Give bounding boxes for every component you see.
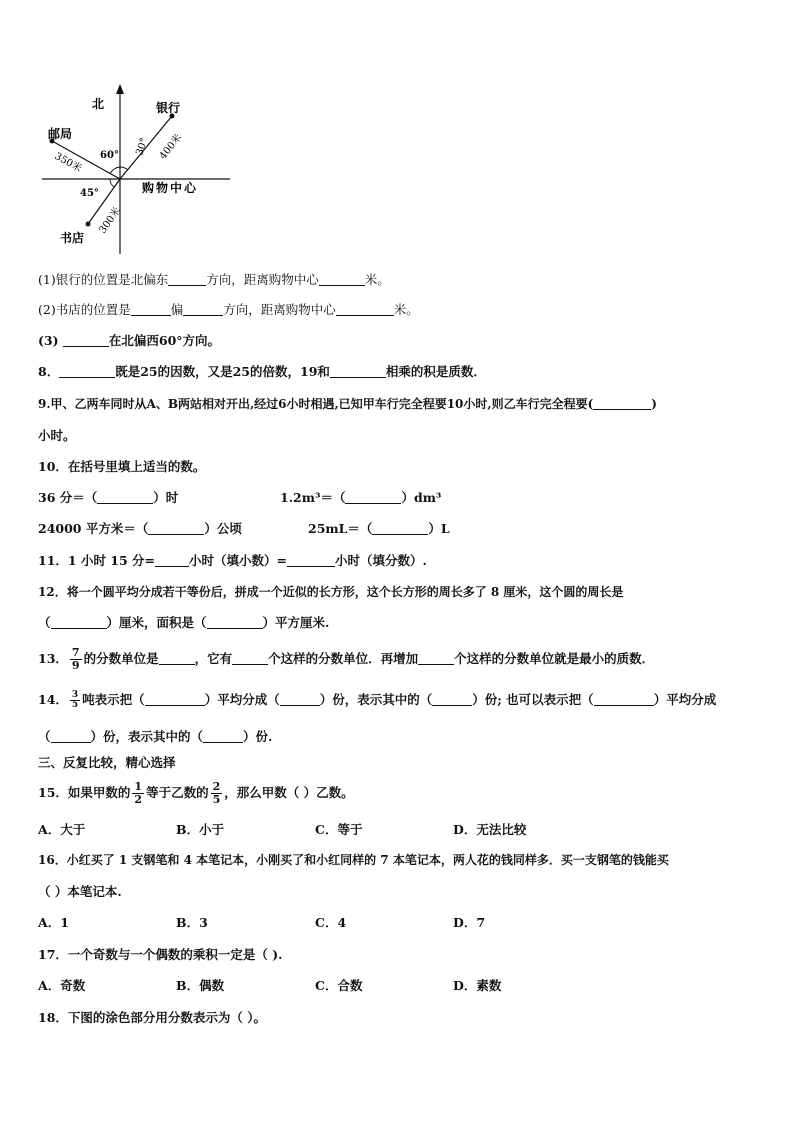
answer-blank[interactable] <box>51 616 107 629</box>
question-10-title: 10．在括号里填上适当的数。 <box>38 459 206 474</box>
answer-blank[interactable] <box>418 652 454 665</box>
answer-blank[interactable] <box>207 616 263 629</box>
bookstore-label: 书店 <box>60 231 85 245</box>
q15-option-a[interactable]: A．大于 <box>38 822 86 837</box>
question-14-cont: （ ）份，表示其中的（ ）份. <box>38 729 273 744</box>
q17-option-d[interactable]: D．素数 <box>453 978 502 993</box>
answer-blank[interactable] <box>372 522 428 535</box>
direction-diagram <box>38 84 238 254</box>
answer-blank[interactable] <box>287 554 335 567</box>
answer-blank[interactable] <box>168 273 206 286</box>
distance-400-label: 400米 <box>157 132 185 162</box>
q7-part1: (1)银行的位置是北偏东 方向，距离购物中心 米。 <box>38 272 390 287</box>
fraction-3-5: $\frac{3}{5}$ <box>71 690 79 710</box>
question-13: 13． $\frac{7}{9}$ 的分数单位是 ，它有 个这样的分数单位．再增加 个这样的分数单位就是最小的质数． <box>38 646 655 672</box>
q17-option-a[interactable]: A．奇数 <box>38 978 86 993</box>
fraction-1-2: $\frac{1}{2}$ <box>134 780 143 806</box>
mall-label: 购物中心 <box>142 181 199 195</box>
answer-blank[interactable] <box>131 303 171 316</box>
question-16: 16．小红买了 1 支钢笔和 4 本笔记本，小刚买了和小红同样的 7 本笔记本，两人花的钱同样多．买一支钢笔的钱能买 <box>38 853 669 867</box>
q16-option-d[interactable]: D．7 <box>453 915 486 930</box>
q16-option-c[interactable]: C．4 <box>315 915 347 930</box>
question-12: 12．将一个圆平均分成若干等份后，拼成一个近似的长方形，这个长方形的周长多了 8 厘米，这个圆的周长是 <box>38 585 624 599</box>
answer-blank[interactable] <box>97 491 153 504</box>
answer-blank[interactable] <box>148 522 204 535</box>
answer-blank[interactable] <box>330 365 386 378</box>
answer-blank[interactable] <box>280 693 320 706</box>
answer-blank[interactable] <box>594 693 654 706</box>
fraction-7-9: $\frac{7}{9}$ <box>71 646 80 672</box>
question-11: 11．1 小时 15 分= 小时（填小数）= 小时（填分数）. <box>38 553 427 568</box>
q16-option-b[interactable]: B．3 <box>176 915 208 930</box>
question-14: 14． $\frac{3}{5}$ 吨表示把（ ）平均分成（ ）份，表示其中的（ ）份; 也可以表示把（ ）平均分成 <box>38 690 717 710</box>
answer-blank[interactable] <box>159 652 195 665</box>
q17-option-c[interactable]: C．合数 <box>315 978 363 993</box>
question-10-row1a: 36 分＝（ ）时 <box>38 490 179 505</box>
answer-blank[interactable] <box>59 365 115 378</box>
angle-30-label: 30° <box>134 136 151 157</box>
answer-blank[interactable] <box>51 730 91 743</box>
q17-option-b[interactable]: B．偶数 <box>176 978 225 993</box>
question-9: 9.甲、乙两车同时从A、B两站相对开出,经过6小时相遇,已知甲车行完全程要10小时,则乙车行完全程要( ) <box>38 397 657 411</box>
distance-350-label: 350米 <box>52 151 84 175</box>
answer-blank[interactable] <box>593 397 651 410</box>
answer-blank[interactable] <box>432 693 472 706</box>
answer-blank[interactable] <box>232 652 268 665</box>
question-9-cont: 小时。 <box>38 428 76 443</box>
north-label: 北 <box>92 97 105 111</box>
post-office-label: 邮局 <box>48 127 73 141</box>
q15-option-b[interactable]: B．小于 <box>176 822 225 837</box>
question-12-cont: （ ）厘米，面积是（ ）平方厘米. <box>38 615 330 630</box>
question-16-cont: （ ）本笔记本. <box>38 884 122 899</box>
answer-blank[interactable] <box>183 303 223 316</box>
angle-arc-45 <box>110 179 114 187</box>
q15-option-c[interactable]: C．等于 <box>315 822 363 837</box>
bank-label: 银行 <box>156 101 181 115</box>
answer-blank[interactable] <box>319 273 365 286</box>
section-3-heading: 三、反复比较，精心选择 <box>38 755 176 770</box>
north-arrow-icon <box>116 84 124 94</box>
angle-arc-30 <box>120 167 128 170</box>
q16-option-a[interactable]: A．1 <box>38 915 69 930</box>
q15-option-d[interactable]: D．无法比较 <box>453 822 527 837</box>
question-8: 8． 既是25的因数，又是25的倍数，19和 相乘的积是质数． <box>38 364 486 379</box>
answer-blank[interactable] <box>203 730 243 743</box>
answer-blank[interactable] <box>145 693 205 706</box>
q7-part2: (2)书店的位置是 偏 方向，距离购物中心 米。 <box>38 302 419 317</box>
question-10-row2a: 24000 平方米＝（ ）公顷 <box>38 521 242 536</box>
answer-blank[interactable] <box>345 491 401 504</box>
angle-60-label: 60° <box>100 150 119 161</box>
question-10-row1b: 1.2m³＝（ ）dm³ <box>280 490 442 505</box>
q7-part3: (3) 在北偏西60°方向。 <box>38 333 221 348</box>
question-17: 17．一个奇数与一个偶数的乘积一定是（ ). <box>38 947 283 962</box>
answer-blank[interactable] <box>63 334 109 347</box>
angle-arc-60 <box>110 167 120 174</box>
question-10-row2b: 25mL＝（ ）L <box>308 521 450 536</box>
answer-blank[interactable] <box>336 303 394 316</box>
fraction-2-5: $\frac{2}{5}$ <box>212 780 221 806</box>
distance-300-label: 300米 <box>97 205 124 236</box>
question-15: 15．如果甲数的 $\frac{1}{2}$ 等于乙数的 $\frac{2}{5}$ ，那么甲数（ ）乙数。 <box>38 780 354 806</box>
answer-blank[interactable] <box>155 554 189 567</box>
angle-45-label: 45° <box>80 188 99 199</box>
bookstore-dot <box>86 222 91 227</box>
question-18: 18．下图的涂色部分用分数表示为（ ）。 <box>38 1010 266 1025</box>
